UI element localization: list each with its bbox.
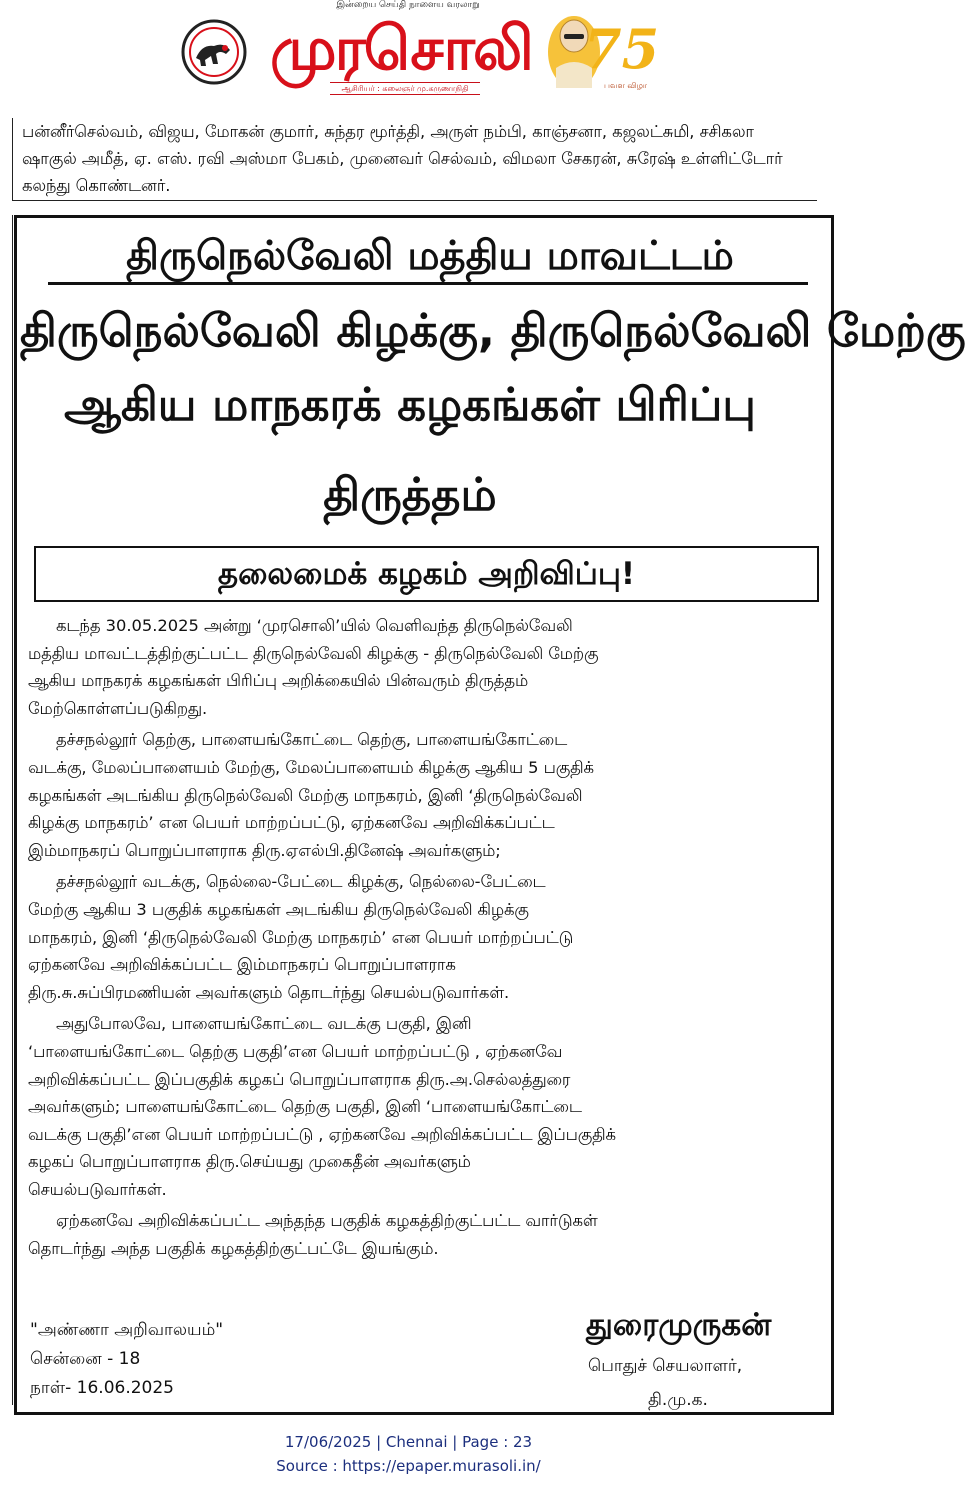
text-line: தச்சநல்லூர் தெற்கு, பாளையங்கோட்டை தெற்கு, பாளையங்கோட்டை bbox=[56, 730, 568, 750]
text-line: மத்திய மாவட்டத்திற்குட்பட்ட திருநெல்வேலி கிழக்கு - திருநெல்வேலி மேற்கு bbox=[28, 643, 599, 663]
text-line: மேற்கொள்ளப்படுகிறது. bbox=[28, 698, 208, 718]
paragraph bbox=[28, 612, 828, 722]
masthead bbox=[0, 0, 817, 108]
city: சென்னை - 18 bbox=[30, 1349, 141, 1369]
text-line: கழகப் பொறுப்பாளராக திரு.செய்யது முகைதீன் அவர்களும் bbox=[28, 1152, 471, 1172]
badge-caption: பவள விழா bbox=[604, 81, 648, 90]
text-line: தச்சநல்லூர் வடக்கு, நெல்லை-பேட்டை கிழக்கு, நெல்லை-பேட்டை bbox=[56, 872, 546, 892]
text-line: திரு.சு.சுப்பிரமணியன் அவர்களும் தொடர்ந்து செயல்படுவார்கள். bbox=[28, 982, 510, 1002]
column-rule bbox=[12, 118, 13, 200]
place-name: "அண்ணா அறிவாலயம்" bbox=[30, 1320, 224, 1340]
text-line: கழகங்கள் அடங்கிய திருநெல்வேலி மேற்கு மாநகரம், இனி ‘திருநெல்வேலி bbox=[28, 785, 583, 805]
paragraph bbox=[28, 1207, 828, 1262]
notice-district-heading: திருநெல்வேலி மத்திய மாவட்டம் bbox=[126, 233, 734, 279]
article-line: கலந்து கொண்டனர். bbox=[22, 176, 171, 195]
text-line: வடக்கு, மேலப்பாளையம் மேற்கு, மேலப்பாளையம் கிழக்கு ஆகிய 5 பகுதிக் bbox=[28, 757, 594, 777]
place-date-block bbox=[30, 1316, 330, 1403]
text-line: அறிவிக்கப்பட்ட இப்பகுதிக் கழகப் பொறுப்பாளராக திரு.அ.செல்லத்துரை bbox=[28, 1069, 571, 1089]
anniversary-badge-icon bbox=[542, 6, 660, 102]
text-line: ஏற்கனவே அறிவிக்கப்பட்ட அந்தந்த பகுதிக் கழகத்திற்குட்பட்ட வார்டுகள் bbox=[56, 1211, 598, 1231]
paragraph bbox=[28, 868, 828, 1006]
notice-headline: திருத்தம் bbox=[323, 468, 497, 521]
text-line: ‘பாளையங்கோட்டை தெற்கு பகுதி’என பெயர் மாற்றப்பட்டு , ஏற்கனவே bbox=[28, 1041, 563, 1061]
signatory-name: துரைமுருகன் bbox=[586, 1307, 772, 1343]
article-line: பன்னீர்செல்வம், விஜய, மோகன் குமார், சுந்தர மூர்த்தி, அருள் நம்பி, காஞ்சனா, கஜலட்சுமி, சசிகலா bbox=[22, 122, 754, 141]
logo: முரசொலி bbox=[270, 14, 532, 84]
text-line: ஏற்கனவே அறிவிக்கப்பட்ட இம்மாநகரப் பொறுப்பாளராக bbox=[28, 955, 456, 975]
notice-subhead: தலைமைக் கழகம் அறிவிப்பு! bbox=[217, 556, 636, 592]
text-line: அவர்களும்; பாளையங்கோட்டை தெற்கு பகுதி, இனி ‘பாளையங்கோட்டை bbox=[28, 1097, 582, 1117]
badge-number: 75 bbox=[584, 17, 660, 81]
notice-headline: திருநெல்வேலி கிழக்கு, திருநெல்வேலி மேற்கு bbox=[20, 304, 966, 357]
heading-underline bbox=[48, 282, 808, 285]
signatory-org: தி.மு.க. bbox=[648, 1390, 708, 1410]
source-link[interactable]: Source : https://epaper.murasoli.in/ bbox=[276, 1457, 541, 1475]
text-line: மேற்கு ஆகிய 3 பகுதிக் கழகங்கள் அடங்கிய திருநெல்வேலி கிழக்கு bbox=[28, 899, 529, 919]
page-footer bbox=[0, 1430, 817, 1478]
text-line: மாநகரம், இனி ‘திருநெல்வேலி மேற்கு மாநகரம்’ என பெயர் மாற்றப்பட்டு bbox=[28, 927, 574, 947]
logo-subtitle: ஆசிரியர் : கலைஞர் மு.கருணாநிதி bbox=[330, 82, 480, 95]
text-line: ஆகிய மாநகரக் கழகங்கள் பிரிப்பு அறிக்கையில் பின்வரும் திருத்தம் bbox=[28, 671, 529, 691]
notice-body bbox=[28, 612, 828, 1263]
text-line: அதுபோலவே, பாளையங்கோட்டை வடக்கு பகுதி, இனி bbox=[56, 1014, 472, 1034]
notice-date: நாள்- 16.06.2025 bbox=[30, 1378, 175, 1398]
paragraph bbox=[28, 1010, 828, 1203]
paragraph bbox=[28, 726, 828, 864]
party-emblem-icon bbox=[180, 18, 248, 86]
article-line: ஷாகுல் அமீத், ஏ. எஸ். ரவி அஸ்மா பேகம், முனைவர் செல்வம், விமலா சேகரன், சுரேஷ் உள்ளிட்டோர் bbox=[22, 149, 783, 168]
notice-headline: ஆகிய மாநகரக் கழகங்கள் பிரிப்பு bbox=[64, 378, 756, 431]
text-line: கிழக்கு மாநகரம்’ என பெயர் மாற்றப்பட்டு, ஏற்கனவே அறிவிக்கப்பட்ட bbox=[28, 813, 555, 833]
masthead-tagline: இன்றைய செய்தி நாளைய வரலாறு bbox=[336, 0, 480, 10]
text-line: செயல்படுவார்கள். bbox=[28, 1179, 167, 1199]
edition-info: 17/06/2025 | Chennai | Page : 23 bbox=[284, 1433, 533, 1451]
text-line: தொடர்ந்து அந்த பகுதிக் கழகத்திற்குட்பட்டே இயங்கும். bbox=[28, 1239, 439, 1259]
continued-article bbox=[22, 118, 822, 199]
text-line: இம்மாநகரப் பொறுப்பாளராக திரு.ஏஎல்பி.தினேஷ் அவர்களும்; bbox=[28, 840, 501, 860]
signatory-title: பொதுச் செயலாளர், bbox=[588, 1356, 743, 1376]
section-divider bbox=[12, 200, 817, 201]
text-line: வடக்கு பகுதி’என பெயர் மாற்றப்பட்டு , ஏற்கனவே அறிவிக்கப்பட்ட இப்பகுதிக் bbox=[28, 1124, 616, 1144]
text-line: கடந்த 30.05.2025 அன்று ‘முரசொலி’யில் வெளிவந்த திருநெல்வேலி bbox=[56, 616, 573, 635]
